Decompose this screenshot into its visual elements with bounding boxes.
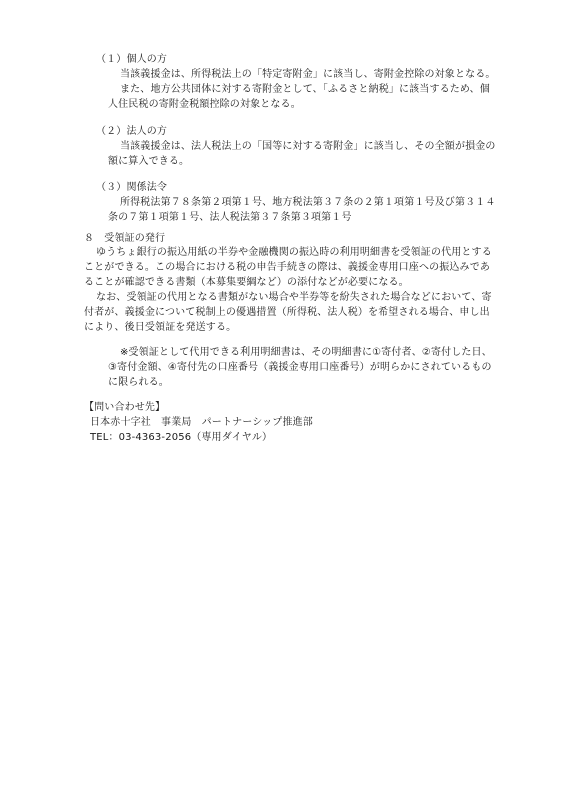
section-corporate-para-line2: 額に算入できる。 <box>108 156 190 167</box>
receipt-note-line2: ③寄付金額、④寄付先の口座番号（義援金専用口座番号）が明らかにされているもの <box>108 362 492 373</box>
section-receipt-para2-line2: 付者が、義援金について税制上の優遇措置（所得税、法人税）を希望される場合、申し出 <box>84 307 490 318</box>
section-receipt-para1-line1: ゆうちょ銀行の振込用紙の半券や金融機関の振込時の利用明細書を受領証の代用とする <box>96 247 492 258</box>
contact-heading: 【問い合わせ先】 <box>84 402 166 413</box>
section-corporate-heading: （２）法人の方 <box>96 126 168 137</box>
section-receipt-heading: ８ 受領証の発行 <box>84 233 166 244</box>
section-receipt-para1-line3: ることが確認できる書類（本募集要綱など）の添付などが必要になる。 <box>84 277 409 288</box>
section-laws-line1: 所得税法第７８条第２項第１号、地方税法第３７条の２第１項第１号及び第３１４ <box>120 197 496 208</box>
receipt-note-line1: ※受領証として代用できる利用明細書は、その明細書に①寄付者、②寄付した日、 <box>120 347 492 358</box>
section-individual-para2-line2: 人住民税の寄附金税額控除の対象となる。 <box>108 99 301 110</box>
section-individual-heading: （１）個人の方 <box>96 54 168 65</box>
contact-telephone: TEL：03-4363-2056（専用ダイヤル） <box>90 432 273 443</box>
contact-organization: 日本赤十字社 事業局 パートナーシップ推進部 <box>90 417 313 428</box>
section-receipt-para1-line2: ことができる。この場合における税の申告手続きの際は、義援金専用口座への振込みであ <box>84 262 490 273</box>
section-laws-line2: 条の７第１項第１号、法人税法第３７条第３項第１号 <box>108 212 352 223</box>
section-individual-para1: 当該義援金は、所得税法上の「特定寄附金」に該当し、寄附金控除の対象となる。 <box>120 69 496 80</box>
receipt-note-line3: に限られる。 <box>108 377 169 388</box>
section-laws-heading: （３）関係法令 <box>96 182 168 193</box>
section-receipt-para2-line1: なお、受領証の代用となる書類がない場合や半券等を紛失された場合などにおいて、寄 <box>96 292 492 303</box>
section-corporate-para-line1: 当該義援金は、法人税法上の「国等に対する寄附金」に該当し、その全額が損金の <box>120 141 496 152</box>
section-receipt-para2-line3: により、後日受領証を発送する。 <box>84 322 237 333</box>
section-individual-para2-line1: また、地方公共団体に対する寄附金として、「ふるさと納税」に該当するため、個 <box>120 84 490 95</box>
